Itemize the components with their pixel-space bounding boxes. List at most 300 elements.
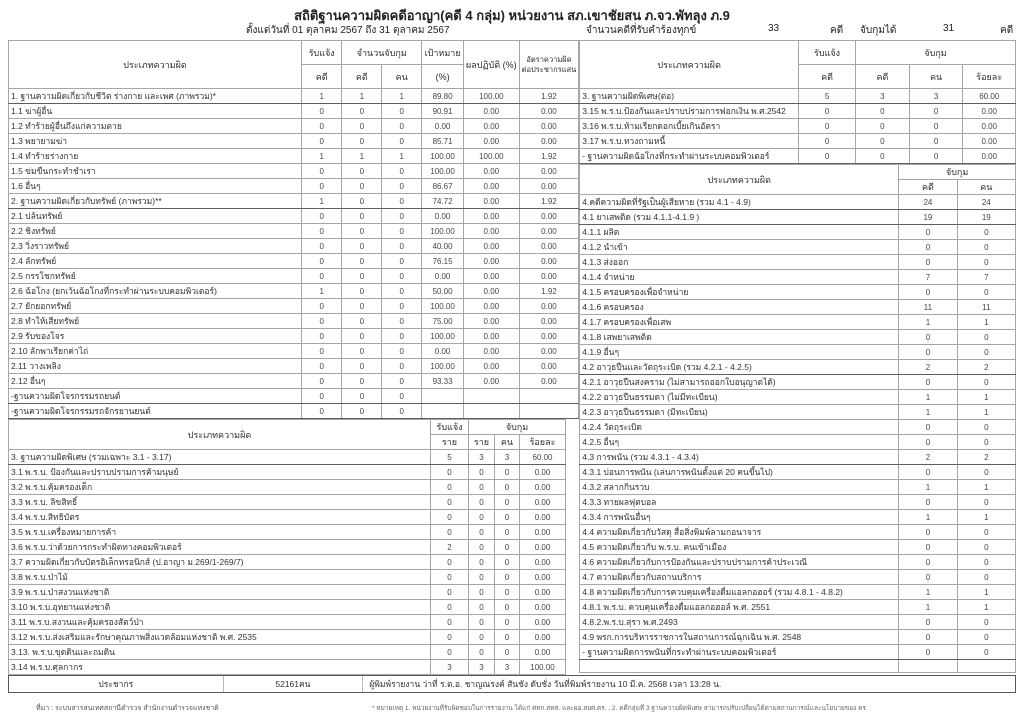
value-cell: 0 <box>495 615 520 630</box>
value-cell: 0 <box>342 359 382 374</box>
value-cell: 0 <box>856 119 910 134</box>
offense-name: 4.1.2 นำเข้า <box>580 240 899 255</box>
offense-name: 4.2.5 อื่นๆ <box>580 435 899 450</box>
table-row <box>9 284 579 299</box>
report-page <box>8 0 1016 723</box>
value-cell: 0.00 <box>519 224 579 239</box>
value-cell: 0 <box>899 465 957 480</box>
offense-name: 3.12 พ.ร.บ.ส่งเสริมและรักษาคุณภาพสิ่งแวดล้อมแห่งชาติ พ.ศ. 2535 <box>9 630 431 645</box>
value-cell: 0 <box>957 225 1015 240</box>
value-cell: 0.00 <box>422 269 464 284</box>
offense-name: 2.10 ลักพาเรียกค่าไถ่ <box>9 344 302 359</box>
value-cell: 0.00 <box>519 209 579 224</box>
offense-name: 1.5 ข่มขืนกระทำชำเรา <box>9 164 302 179</box>
offense-name: 4.1.7 ครอบครองเพื่อเสพ <box>580 315 899 330</box>
value-cell: 0 <box>909 134 963 149</box>
value-cell: 0 <box>957 255 1015 270</box>
table-row <box>580 525 1016 540</box>
table-row <box>9 254 579 269</box>
right-col-subheader-arrest-percent: ร้อยละ <box>963 65 1016 89</box>
offense-name: 4.3 การพนัน (รวม 4.3.1 - 4.3.4) <box>580 450 899 465</box>
table-row <box>9 555 566 570</box>
offense-name: 2.11 วางเพลิง <box>9 359 302 374</box>
value-cell: 100.00 <box>464 149 520 164</box>
value-cell: 1 <box>899 405 957 420</box>
value-cell: 0.00 <box>520 510 566 525</box>
mid-subheader-arrest-persons: คน <box>495 435 520 450</box>
value-cell: 1 <box>957 600 1015 615</box>
value-cell: 0 <box>342 374 382 389</box>
value-cell: 0 <box>342 404 382 419</box>
value-cell: 0.00 <box>464 359 520 374</box>
table-row <box>9 299 579 314</box>
value-cell: 0 <box>469 645 495 660</box>
value-cell: 0 <box>899 255 957 270</box>
value-cell: 0 <box>342 224 382 239</box>
offense-name: 4.1 ยาเสพติด (รวม 4.1.1-4.1.9 ) <box>580 210 899 225</box>
table-row <box>580 330 1016 345</box>
value-cell: 3 <box>909 89 963 104</box>
value-cell: 1 <box>957 585 1015 600</box>
table-row <box>9 329 579 344</box>
value-cell: 0.00 <box>520 570 566 585</box>
value-cell: 0.00 <box>519 119 579 134</box>
value-cell: 0 <box>899 525 957 540</box>
value-cell: 0 <box>382 239 422 254</box>
table-row <box>9 149 579 164</box>
value-cell: 24 <box>957 195 1015 210</box>
value-cell: 0.00 <box>519 254 579 269</box>
value-cell: 1.92 <box>519 89 579 104</box>
value-cell: 60.00 <box>520 450 566 465</box>
left-table-body-section-3 <box>9 450 566 675</box>
value-cell: 0 <box>957 345 1015 360</box>
section-row <box>580 645 1016 660</box>
offense-name: 3.10 พ.ร.บ.อุทยานแห่งชาติ <box>9 600 431 615</box>
offense-name: 4.6 ความผิดเกี่ยวกับการป้องกันและปราบปรามการค้าประเวณี <box>580 555 899 570</box>
value-cell: 0.00 <box>464 374 520 389</box>
value-cell: 0 <box>469 570 495 585</box>
value-cell: 0 <box>382 404 422 419</box>
population-value: 52161คน <box>224 676 364 692</box>
value-cell: 1.92 <box>519 194 579 209</box>
offense-name: - ฐานความผิดการพนันที่กระทำผ่านระบบคอมพิวเตอร์ <box>580 645 899 660</box>
value-cell: 0.00 <box>520 480 566 495</box>
offense-name: 4.8 ความผิดเกี่ยวกับการควบคุมเครื่องดื่มแอลกอฮอร์ (รวม 4.8.1 - 4.8.2) <box>580 585 899 600</box>
value-cell: 2 <box>957 360 1015 375</box>
col-subheader-reported-cases: คดี <box>302 65 342 89</box>
value-cell: 0 <box>302 179 342 194</box>
offense-name: 4.8.1 พ.ร.บ. ควบคุมเครื่องดื่มแอลกอฮอล์ พ.ศ. 2551 <box>580 600 899 615</box>
value-cell: 0 <box>899 240 957 255</box>
offense-name: 4.8.2.พ.ร.บ.สุรา พ.ศ.2493 <box>580 615 899 630</box>
value-cell: 0 <box>469 555 495 570</box>
print-info: ผู้พิมพ์รายงาน ว่าที่ ร.ต.อ. ชาญณรงค์ สันชัง ดับชั่ง วันที่พิมพ์รายงาน 10 มี.ค. 2568 เวลา 13:28 น. <box>369 679 722 689</box>
value-cell: 0.00 <box>464 269 520 284</box>
value-cell: 0.00 <box>464 164 520 179</box>
table-row <box>9 179 579 194</box>
table-row <box>9 104 579 119</box>
value-cell: 0 <box>382 359 422 374</box>
offense-name: 4.2 อาวุธปืนและวัตถุระเบิด (รวม 4.2.1 - 4.2.5) <box>580 360 899 375</box>
table-row <box>580 405 1016 420</box>
value-cell: 0.00 <box>519 134 579 149</box>
section-row <box>9 89 579 104</box>
offense-name: 3.16 พ.ร.บ.ห้ามเรียกดอกเบี้ยเกินอัตรา <box>580 119 799 134</box>
crime-table-right-bottom <box>579 164 1016 673</box>
section-row <box>9 450 566 465</box>
right-table-column <box>579 40 1016 673</box>
offense-name: 2. ฐานความผิดเกี่ยวกับทรัพย์ (ภาพรวม)** <box>9 194 302 209</box>
offense-name: 2.7 ยักยอกทรัพย์ <box>9 299 302 314</box>
value-cell: 5 <box>431 450 469 465</box>
section-row <box>580 360 1016 375</box>
value-cell: 2 <box>899 360 957 375</box>
value-cell: 7 <box>899 270 957 285</box>
right-col-subheader-arrest-cases: คดี <box>856 65 910 89</box>
col-subheader-arrest-cases: คดี <box>342 65 382 89</box>
value-cell: 0 <box>957 570 1015 585</box>
value-cell: 0 <box>909 119 963 134</box>
value-cell: 0.00 <box>519 179 579 194</box>
value-cell: 0 <box>382 194 422 209</box>
value-cell: 0.00 <box>519 239 579 254</box>
value-cell: 0 <box>495 570 520 585</box>
value-cell: 3 <box>495 450 520 465</box>
table-row <box>580 270 1016 285</box>
value-cell: 5 <box>799 89 856 104</box>
value-cell: 0 <box>382 314 422 329</box>
arrests-label: จับกุมได้ <box>860 25 897 36</box>
value-cell: 0 <box>495 630 520 645</box>
value-cell: 100.00 <box>422 359 464 374</box>
table-row <box>9 630 566 645</box>
value-cell: 0 <box>382 104 422 119</box>
population-row <box>8 675 1016 693</box>
col-header-performance: ผลปฏิบัติ (%) <box>464 41 520 89</box>
value-cell: 0.00 <box>519 104 579 119</box>
offense-name: 1.1 ฆ่าผู้อื่น <box>9 104 302 119</box>
table-row <box>9 164 579 179</box>
table-row <box>580 420 1016 435</box>
table-row <box>9 374 579 389</box>
value-cell: 0 <box>302 344 342 359</box>
offense-name: 4.1.8 เสพยาเสพติด <box>580 330 899 345</box>
offense-name: 4.2.2 อาวุธปืนธรรมดา (ไม่มีทะเบียน) <box>580 390 899 405</box>
value-cell: 0 <box>342 119 382 134</box>
table-row <box>580 390 1016 405</box>
table-row <box>9 540 566 555</box>
value-cell: 0 <box>342 239 382 254</box>
section-row <box>580 149 1016 164</box>
right-col-header-reported: รับแจ้ง <box>799 41 856 65</box>
value-cell: 0.00 <box>520 525 566 540</box>
value-cell: 1 <box>899 390 957 405</box>
table-row <box>9 465 566 480</box>
value-cell: 0.00 <box>519 299 579 314</box>
value-cell: 3 <box>469 660 495 675</box>
value-cell: 0 <box>469 585 495 600</box>
value-cell: 0.00 <box>464 134 520 149</box>
table-row <box>580 585 1016 600</box>
value-cell: 0 <box>382 209 422 224</box>
report-footer <box>8 693 1016 723</box>
table-row <box>9 359 579 374</box>
value-cell: 0 <box>469 495 495 510</box>
table-row <box>580 225 1016 240</box>
right-table-body-section-3-cont <box>580 89 1016 164</box>
value-cell: 0.00 <box>963 104 1016 119</box>
value-cell: 0 <box>302 314 342 329</box>
value-cell: 0 <box>342 179 382 194</box>
value-cell: 0 <box>899 435 957 450</box>
value-cell: 0.00 <box>520 465 566 480</box>
value-cell: 0 <box>431 645 469 660</box>
value-cell: 74.72 <box>422 194 464 209</box>
source-note: ที่มา : ระบบสารสนเทศสถานีตำรวจ สำนักงานตำรวจแห่งชาติ <box>36 705 219 712</box>
value-cell: 1 <box>899 510 957 525</box>
crime-rate-line2: ต่อประชากรแสน <box>521 64 577 74</box>
value-cell: 1 <box>342 149 382 164</box>
value-cell: 0 <box>495 510 520 525</box>
value-cell: 100.00 <box>422 164 464 179</box>
value-cell: 0.00 <box>464 104 520 119</box>
value-cell: 0 <box>495 525 520 540</box>
value-cell: 0 <box>899 570 957 585</box>
value-cell: 0 <box>469 630 495 645</box>
offense-name: 2.9 รับของโจร <box>9 329 302 344</box>
table-row <box>580 480 1016 495</box>
right-mid-subheader-arrest-persons: คน <box>957 180 1015 195</box>
offense-name: - ฐานความผิดฉ้อโกงที่กระทำผ่านระบบคอมพิวเตอร์ <box>580 149 799 164</box>
value-cell: 0 <box>382 284 422 299</box>
value-cell: 0 <box>342 134 382 149</box>
value-cell <box>519 404 579 419</box>
value-cell: 0.00 <box>520 600 566 615</box>
offense-name: 3.7 ความผิดเกี่ยวกับบัตรอิเล็กทรอนิกส์ (ป.อาญา ม.269/1-269/7) <box>9 555 431 570</box>
offense-name: 4.3.2 สลากกินรวบ <box>580 480 899 495</box>
value-cell: 50.00 <box>422 284 464 299</box>
crime-rate-line1: อัตราความผิด <box>526 55 572 65</box>
value-cell: 0 <box>302 404 342 419</box>
table-row <box>9 645 566 660</box>
offense-name: 4.5 ความผิดเกี่ยวกับ พ.ร.บ. คนเข้าเมือง <box>580 540 899 555</box>
left-table-body-sections-1-2 <box>9 89 579 419</box>
value-cell: 0.00 <box>520 630 566 645</box>
value-cell: 0.00 <box>519 314 579 329</box>
right-mid-header-arrest: จับกุม <box>899 165 1016 180</box>
value-cell: 0 <box>856 149 910 164</box>
crime-table-left-bottom <box>8 419 566 675</box>
value-cell: 0.00 <box>519 269 579 284</box>
offense-name: 1.4 ทำร้ายร่างกาย <box>9 149 302 164</box>
offense-name: 4.1.4 จำหน่าย <box>580 270 899 285</box>
value-cell: 0 <box>342 209 382 224</box>
table-row <box>580 660 1016 673</box>
value-cell: 1 <box>382 89 422 104</box>
mid-subheader-reported-unit: ราย <box>431 435 469 450</box>
value-cell: 0.00 <box>519 164 579 179</box>
value-cell: 1 <box>957 480 1015 495</box>
table-row <box>580 300 1016 315</box>
value-cell: 0 <box>431 495 469 510</box>
value-cell: 3 <box>469 450 495 465</box>
value-cell: 24 <box>899 195 957 210</box>
right-col-subheader-arrest-persons: คน <box>909 65 963 89</box>
table-row <box>9 585 566 600</box>
value-cell: 0 <box>302 299 342 314</box>
value-cell: 0.00 <box>520 645 566 660</box>
value-cell: 0 <box>342 164 382 179</box>
value-cell: 0 <box>899 285 957 300</box>
value-cell: 0 <box>899 225 957 240</box>
table-row <box>580 240 1016 255</box>
offense-name: 2.12 อื่นๆ <box>9 374 302 389</box>
value-cell <box>422 389 464 404</box>
offense-name: 3.9 พ.ร.บ.ป่าสงวนแห่งชาติ <box>9 585 431 600</box>
value-cell: 0 <box>431 555 469 570</box>
offense-name: 3.13. พ.ร.บ.ขุดดินและถมดิน <box>9 645 431 660</box>
table-row <box>580 104 1016 119</box>
value-cell: 1 <box>302 89 342 104</box>
value-cell: 0 <box>799 149 856 164</box>
value-cell: 0 <box>957 615 1015 630</box>
offense-name: 3.5 พ.ร.บ.เครื่องหมายการค้า <box>9 525 431 540</box>
offense-name <box>580 660 899 673</box>
value-cell: 11 <box>899 300 957 315</box>
table-row <box>9 615 566 630</box>
offense-name: 3.3 พ.ร.บ. ลิขสิทธิ์ <box>9 495 431 510</box>
value-cell: 0 <box>302 374 342 389</box>
remark-note: * หมายเหตุ 1. หน่วยงานที่รับผิดชอบในการรายงาน ได้แก่ ศทก.สทส. และผอ.สยศ.ตร. , 2. คดีกลุ่มที่ 3 ฐานความผิดพิเศษ สามารถปรับเปลี่ยนได้ตามสถานการณ์และนโยบายของ ตร. <box>372 705 868 712</box>
offense-name: 4.1.6 ครอบครอง <box>580 300 899 315</box>
mid-header-reported: รับแจ้ง <box>431 420 469 435</box>
table-row <box>580 600 1016 615</box>
value-cell: 0.00 <box>422 209 464 224</box>
right-col-subheader-reported-cases: คดี <box>799 65 856 89</box>
value-cell: 0.00 <box>464 344 520 359</box>
value-cell: 100.00 <box>422 224 464 239</box>
value-cell: 0 <box>431 585 469 600</box>
value-cell: 0.00 <box>422 119 464 134</box>
offense-name: 3.11 พ.ร.บ.สงวนและคุ้มครองสัตว์ป่า <box>9 615 431 630</box>
value-cell: 19 <box>899 210 957 225</box>
value-cell: 0 <box>957 525 1015 540</box>
value-cell: 0 <box>302 224 342 239</box>
value-cell: 0 <box>899 645 957 660</box>
value-cell: 0 <box>899 495 957 510</box>
value-cell: 1 <box>957 390 1015 405</box>
value-cell: 0.00 <box>464 299 520 314</box>
value-cell: 0 <box>899 420 957 435</box>
value-cell: 1 <box>302 149 342 164</box>
value-cell: 0 <box>957 555 1015 570</box>
offense-name: 4.คดีความผิดที่รัฐเป็นผู้เสียหาย (รวม 4.1 - 4.9) <box>580 195 899 210</box>
value-cell: 0 <box>431 525 469 540</box>
table-row <box>9 209 579 224</box>
table-row <box>9 495 566 510</box>
table-row <box>580 255 1016 270</box>
value-cell: 0.00 <box>464 179 520 194</box>
table-row <box>9 525 566 540</box>
offense-name: 4.4 ความผิดเกี่ยวกับวัสดุ สื่อสิ่งพิมพ์ลามกอนาจาร <box>580 525 899 540</box>
value-cell: 0 <box>957 435 1015 450</box>
value-cell: 0 <box>899 375 957 390</box>
table-row <box>9 134 579 149</box>
value-cell: 0 <box>382 389 422 404</box>
value-cell: 0 <box>302 134 342 149</box>
value-cell: 0 <box>382 134 422 149</box>
table-row <box>9 224 579 239</box>
value-cell: 0 <box>957 495 1015 510</box>
value-cell: 0 <box>799 119 856 134</box>
value-cell: 1 <box>382 149 422 164</box>
offense-name: 3.15 พ.ร.บ.ป้องกันและปราบปรามการฟอกเงิน พ.ศ.2542 <box>580 104 799 119</box>
value-cell: 0 <box>469 540 495 555</box>
value-cell: 0 <box>342 194 382 209</box>
offense-name: 1. ฐานความผิดเกี่ยวกับชีวิต ร่างกาย และเพศ (ภาพรวม)* <box>9 89 302 104</box>
value-cell: 40.00 <box>422 239 464 254</box>
value-cell: 11 <box>957 300 1015 315</box>
value-cell: 0 <box>957 285 1015 300</box>
offense-name: 3.2 พ.ร.บ.คุ้มครองเด็ก <box>9 480 431 495</box>
offense-name: 4.1.5 ครอบครองเพื่อจำหน่าย <box>580 285 899 300</box>
value-cell: 3 <box>431 660 469 675</box>
col-header-arrest-count: จำนวนจับกุม <box>342 41 422 65</box>
value-cell: 0 <box>495 480 520 495</box>
value-cell: 0.00 <box>963 119 1016 134</box>
value-cell: 0 <box>382 119 422 134</box>
value-cell: 0 <box>382 344 422 359</box>
value-cell: 0 <box>342 344 382 359</box>
value-cell: 0 <box>302 119 342 134</box>
value-cell: 0 <box>469 480 495 495</box>
value-cell: 100.00 <box>520 660 566 675</box>
table-row <box>580 540 1016 555</box>
value-cell: 0 <box>899 555 957 570</box>
page-title: สถิติฐานความผิดคดีอาญา(คดี 4 กลุ่ม) หน่วยงาน สภ.เขาชัยสน ภ.จว.พัทลุง ภ.9 <box>294 8 730 23</box>
value-cell: 0 <box>431 600 469 615</box>
value-cell: 0 <box>495 600 520 615</box>
value-cell: 100.00 <box>464 89 520 104</box>
report-date-range: ตั้งแต่วันที่ 01 ตุลาคม 2567 ถึง 31 ตุลาคม 2567 <box>246 25 450 36</box>
value-cell: 0 <box>957 375 1015 390</box>
value-cell: 0 <box>495 585 520 600</box>
value-cell: 0 <box>302 239 342 254</box>
offense-name: 3.1 พ.ร.บ. ป้องกันและปราบปรามการค้ามนุษย์ <box>9 465 431 480</box>
offense-name: 1.3 พยายามฆ่า <box>9 134 302 149</box>
offense-name: 3.17 พ.ร.บ.ทวงถามหนี้ <box>580 134 799 149</box>
value-cell: 90.91 <box>422 104 464 119</box>
value-cell: 1.92 <box>519 149 579 164</box>
value-cell: 2 <box>899 450 957 465</box>
value-cell: 0 <box>431 615 469 630</box>
value-cell: 1 <box>957 405 1015 420</box>
table-row <box>580 375 1016 390</box>
value-cell: 1 <box>899 315 957 330</box>
table-row <box>9 570 566 585</box>
value-cell: 0.00 <box>422 344 464 359</box>
value-cell: 0 <box>431 465 469 480</box>
section-row <box>9 404 579 419</box>
value-cell: 0 <box>957 540 1015 555</box>
offense-name: 3. ฐานความผิดพิเศษ (รวมเฉพาะ 3.1 - 3.17) <box>9 450 431 465</box>
value-cell: 0 <box>495 645 520 660</box>
left-table-column <box>8 40 579 675</box>
value-cell: 0 <box>957 330 1015 345</box>
value-cell: 0 <box>431 510 469 525</box>
section-row <box>9 194 579 209</box>
